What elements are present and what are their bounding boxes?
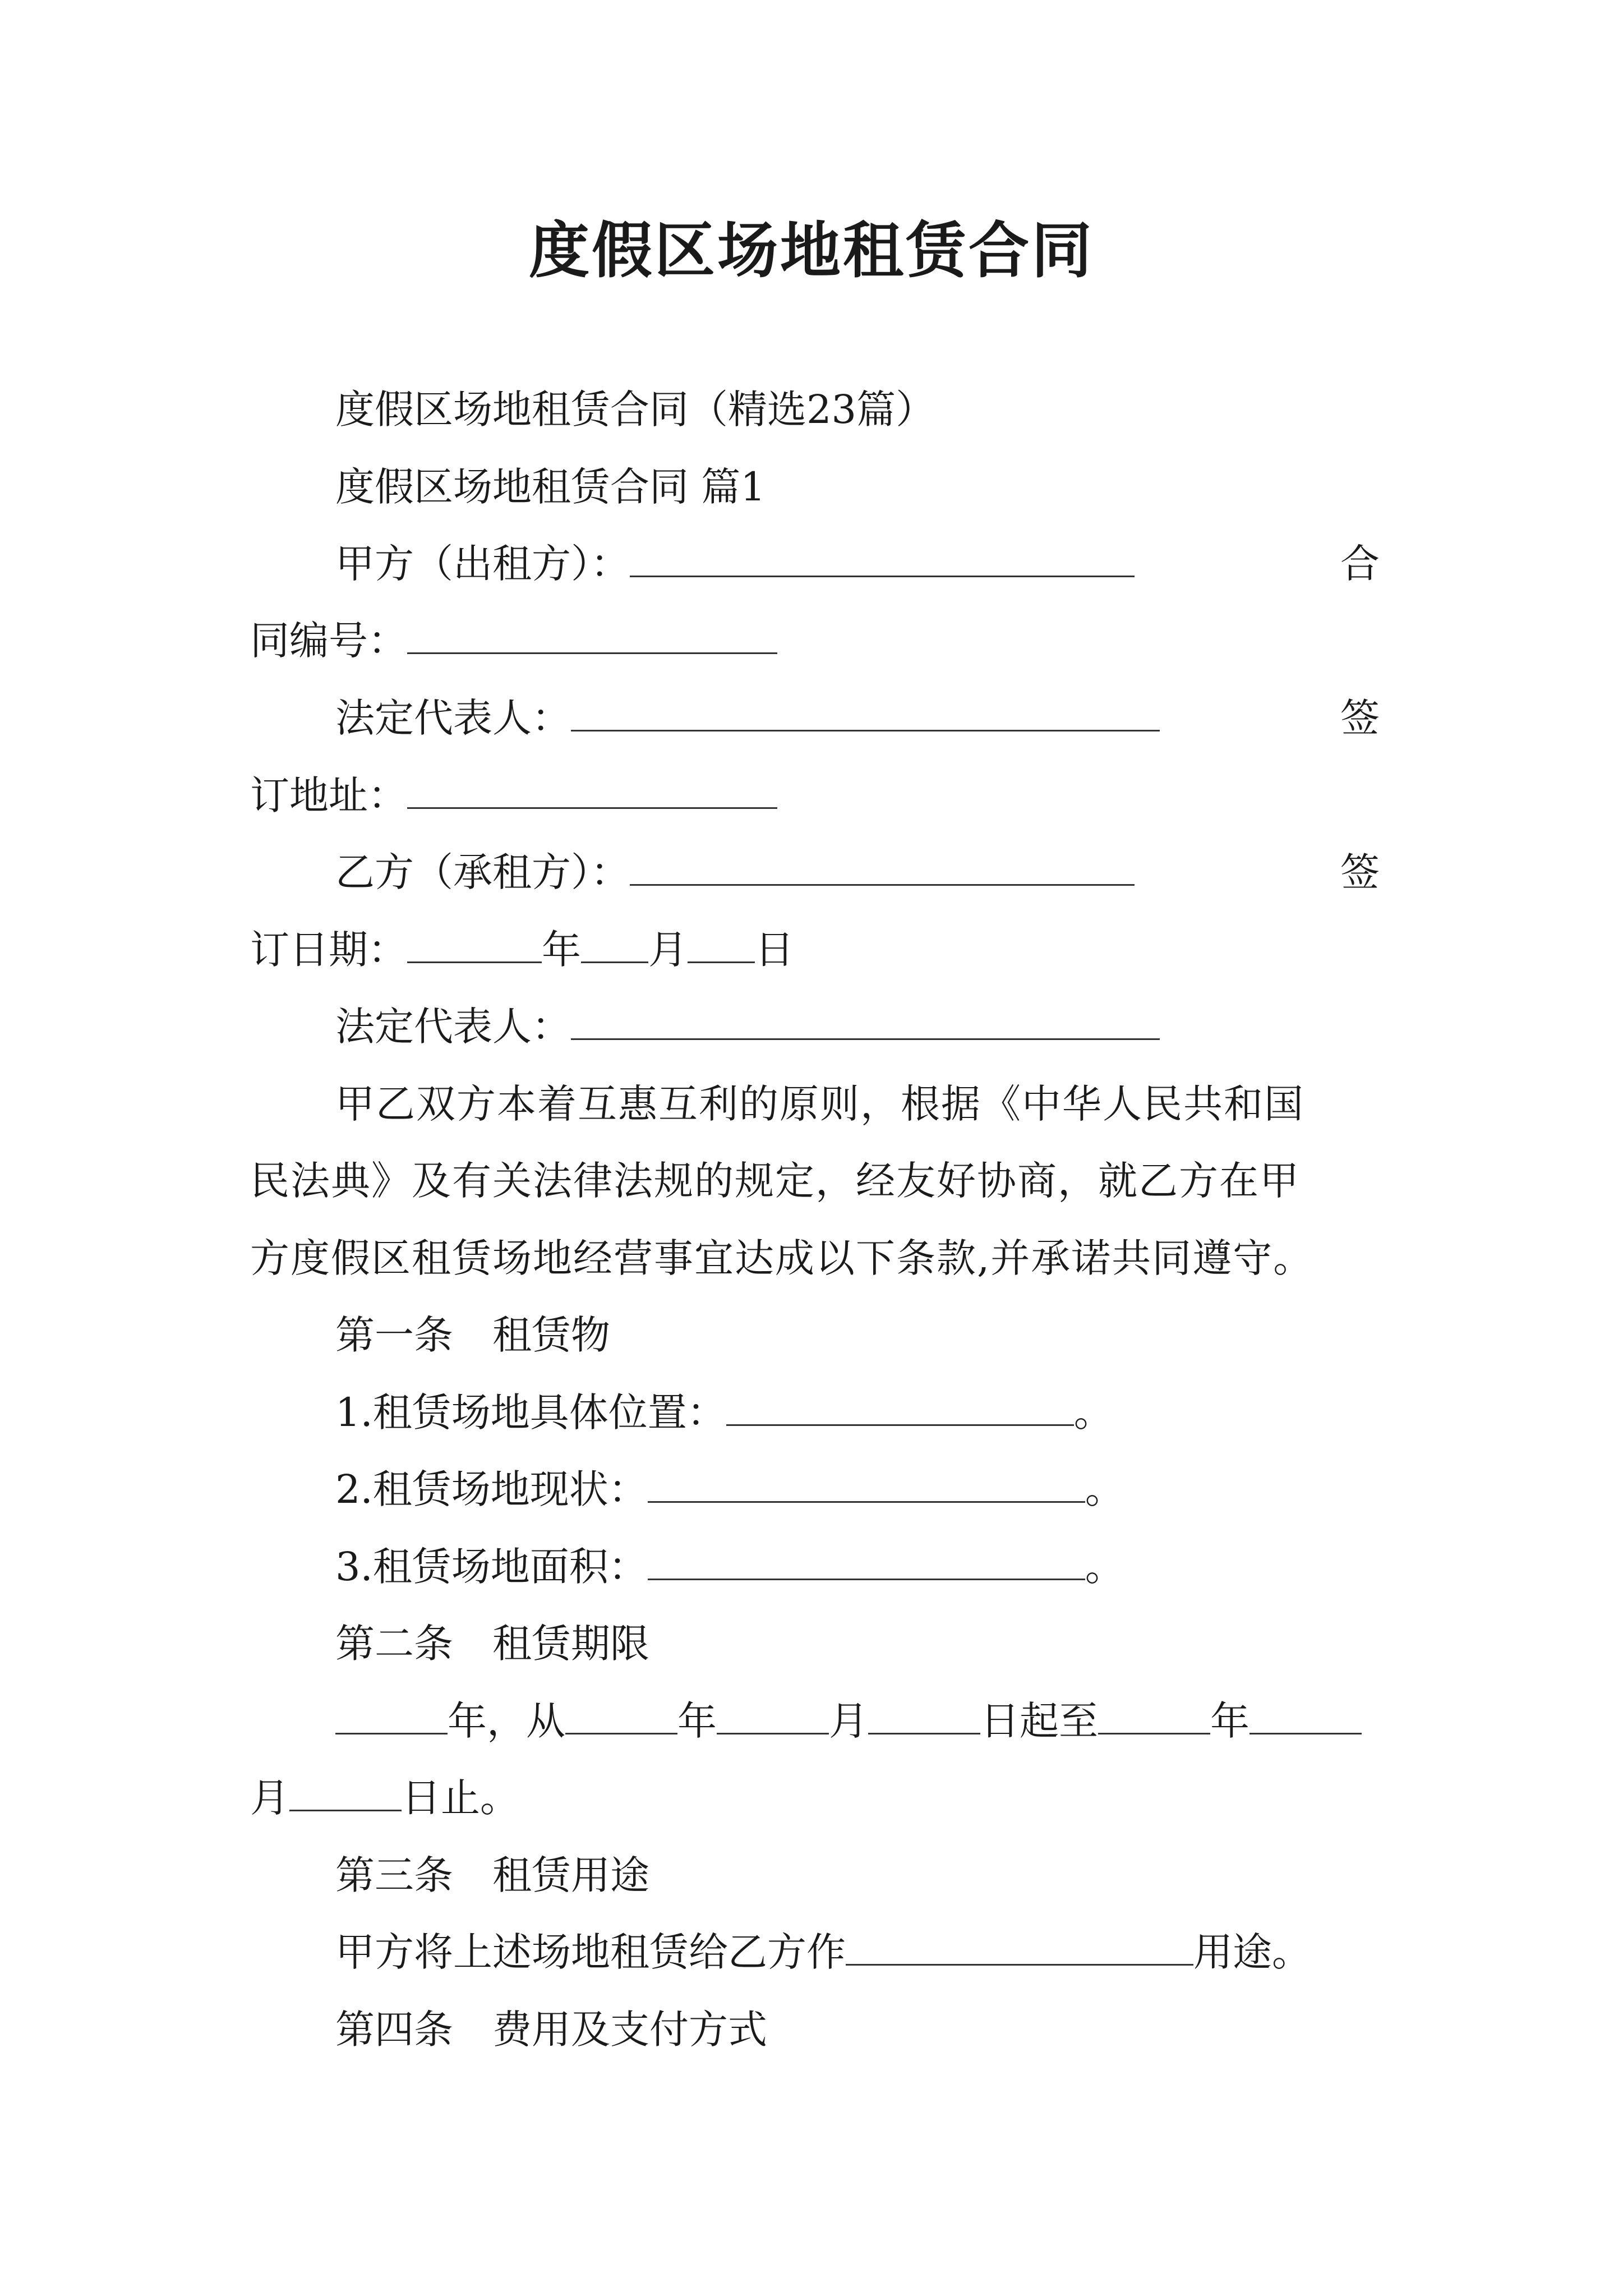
usage-blank[interactable] bbox=[846, 1925, 1193, 1966]
page-title: 度假区场地租赁合同 bbox=[528, 215, 1094, 286]
term-start-day-blank[interactable] bbox=[868, 1694, 980, 1734]
contract-no-blank[interactable] bbox=[407, 613, 777, 654]
item-2-blank[interactable] bbox=[648, 1462, 1085, 1503]
item-1-label: 1.租赁场地具体位置： bbox=[335, 1389, 726, 1435]
sign-date-year-blank[interactable] bbox=[407, 922, 542, 963]
item-1-line bbox=[335, 1384, 1113, 1441]
item-3-blank[interactable] bbox=[648, 1539, 1085, 1580]
paragraph-line-2: 民法典》及有关法律法规的规定，经友好协商，就乙方在甲 bbox=[250, 1158, 1300, 1204]
sign-date-line bbox=[250, 922, 794, 978]
paragraph-line-3: 方度假区租赁场地经营事宜达成以下条款,并承诺共同遵守。 bbox=[250, 1235, 1314, 1281]
item-2-label: 2.租赁场地现状： bbox=[335, 1466, 648, 1512]
item-1-period: 。 bbox=[1073, 1389, 1113, 1435]
party-b-blank[interactable] bbox=[630, 845, 1135, 886]
item-1-blank[interactable] bbox=[726, 1385, 1074, 1426]
term-start-year-label: 年 bbox=[677, 1698, 717, 1744]
term-start-month-blank[interactable] bbox=[717, 1694, 829, 1734]
term-end-year-blank[interactable] bbox=[1098, 1694, 1210, 1734]
term-end-month-blank-part1[interactable] bbox=[1249, 1694, 1362, 1734]
party-a-line bbox=[335, 536, 1135, 592]
item-3-line bbox=[335, 1539, 1124, 1595]
party-b-label: 乙方（承租方）： bbox=[335, 849, 630, 895]
contract-no-line bbox=[250, 613, 777, 669]
term-line-2 bbox=[250, 1770, 519, 1826]
item-2-line bbox=[335, 1461, 1124, 1517]
sign-date-day-blank[interactable] bbox=[688, 922, 755, 963]
legal-rep-a-blank[interactable] bbox=[571, 691, 1160, 731]
term-end-month-label: 月 bbox=[250, 1775, 289, 1821]
contract-no-label-part2: 同编号： bbox=[250, 618, 407, 664]
sign-date-month-blank[interactable] bbox=[581, 922, 648, 963]
sign-date-day-label: 日 bbox=[755, 927, 794, 973]
article-2-heading: 第二条 租赁期限 bbox=[335, 1621, 649, 1667]
term-years-blank[interactable] bbox=[335, 1694, 448, 1734]
usage-suffix: 用途。 bbox=[1193, 1929, 1311, 1975]
legal-rep-a-label: 法定代表人： bbox=[335, 695, 571, 741]
article-heading: 度假区场地租赁合同 篇1 bbox=[335, 464, 766, 510]
term-start-day-label: 日起至 bbox=[980, 1698, 1098, 1744]
legal-rep-b-line bbox=[335, 999, 1160, 1055]
legal-rep-b-label: 法定代表人： bbox=[335, 1004, 571, 1050]
usage-label: 甲方将上述场地租赁给乙方作 bbox=[335, 1929, 846, 1975]
party-a-label: 甲方（出租方）： bbox=[335, 541, 630, 587]
article-1-heading: 第一条 租赁物 bbox=[335, 1312, 610, 1358]
article-4-heading: 第四条 费用及支付方式 bbox=[335, 2007, 767, 2053]
item-3-period: 。 bbox=[1085, 1544, 1124, 1590]
term-start-year-blank[interactable] bbox=[565, 1694, 677, 1734]
sign-date-label-part1: 签 bbox=[1340, 849, 1380, 895]
sign-addr-label-part2: 订地址： bbox=[250, 772, 407, 818]
paragraph-line-1: 甲乙双方本着互惠互利的原则，根据《中华人民共和国 bbox=[335, 1081, 1304, 1127]
term-end-day-blank[interactable] bbox=[289, 1770, 402, 1811]
term-years-label: 年，从 bbox=[448, 1698, 565, 1744]
usage-line bbox=[335, 1924, 1311, 1980]
sign-addr-label-part1: 签 bbox=[1340, 695, 1380, 741]
term-end-year-label: 年 bbox=[1210, 1698, 1249, 1744]
sign-addr-blank[interactable] bbox=[407, 768, 777, 809]
sign-addr-line bbox=[250, 767, 777, 823]
term-line-1 bbox=[335, 1693, 1362, 1749]
sign-date-year-label: 年 bbox=[542, 927, 581, 973]
article-3-heading: 第三条 租赁用途 bbox=[335, 1852, 649, 1898]
sign-date-label-part2: 订日期： bbox=[250, 927, 407, 973]
contract-no-label-part1: 合 bbox=[1340, 541, 1380, 587]
term-start-month-label: 月 bbox=[829, 1698, 868, 1744]
party-b-line bbox=[335, 844, 1135, 900]
subtitle: 度假区场地租赁合同（精选23篇） bbox=[335, 386, 935, 432]
legal-rep-b-blank[interactable] bbox=[571, 999, 1160, 1040]
term-end-day-label: 日止。 bbox=[402, 1775, 519, 1821]
sign-date-month-label: 月 bbox=[648, 927, 688, 973]
party-a-blank[interactable] bbox=[630, 536, 1135, 577]
legal-rep-a-line bbox=[335, 690, 1160, 746]
item-3-label: 3.租赁场地面积： bbox=[335, 1544, 648, 1590]
item-2-period: 。 bbox=[1085, 1466, 1124, 1512]
